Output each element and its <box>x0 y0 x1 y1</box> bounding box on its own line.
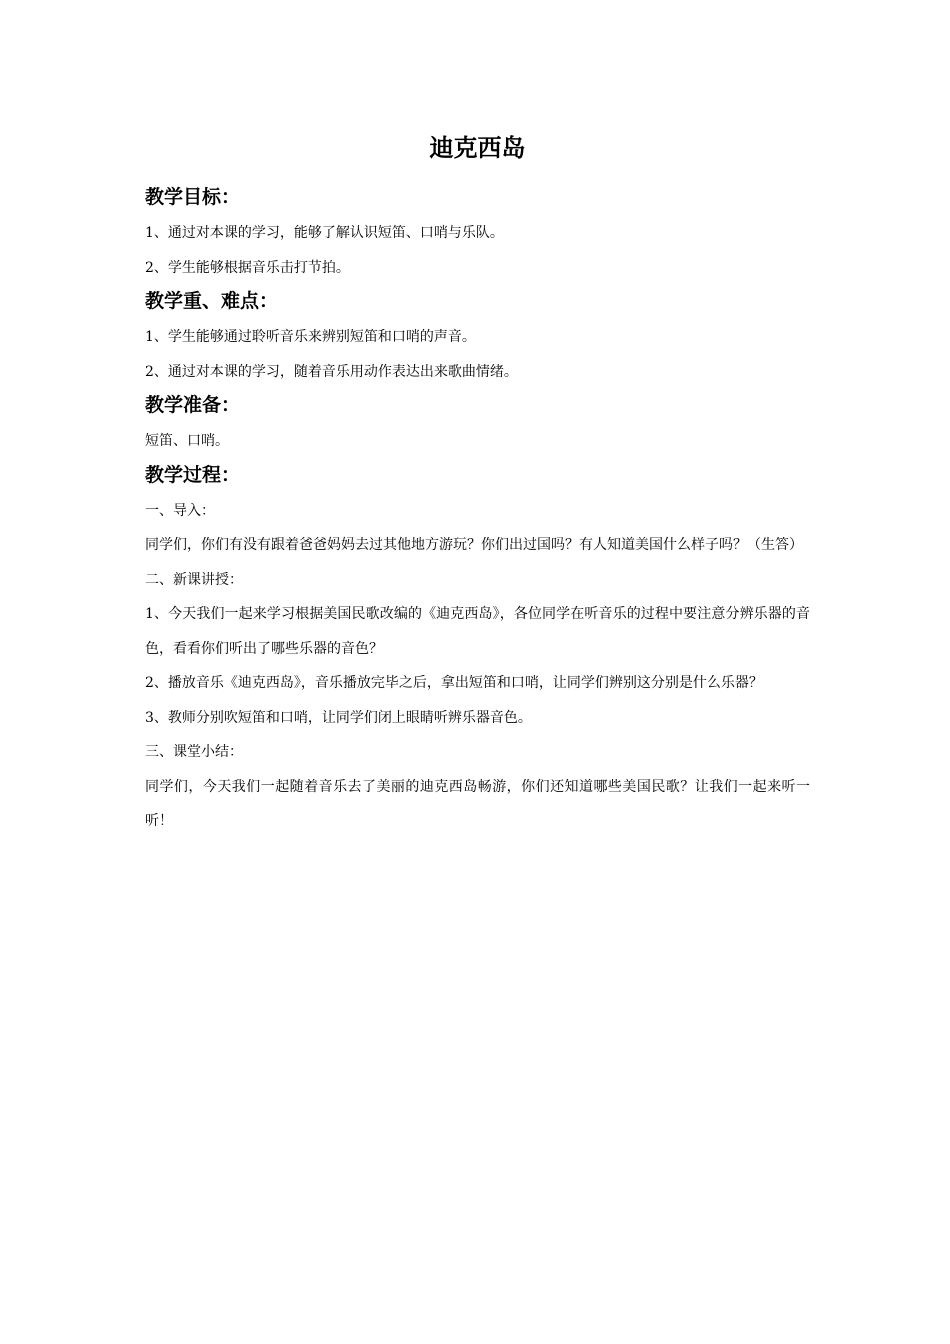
paragraph: 同学们，你们有没有跟着爸爸妈妈去过其他地方游玩？你们出过国吗？有人知道美国什么样子吗？（生答） <box>145 537 803 553</box>
paragraph: 同学们，今天我们一起随着音乐去了美丽的迪克西岛畅游，你们还知道哪些美国民歌？让我们一起来听一听！ <box>145 778 810 829</box>
section-heading: 教学过程： <box>145 463 241 486</box>
section-process <box>145 459 810 839</box>
paragraph: 1、通过对本课的学习，能够了解认识短笛、口哨与乐队。 <box>145 225 504 241</box>
section-heading: 教学重、难点： <box>145 290 279 312</box>
paragraph: 2、学生能够根据音乐击打节拍。 <box>145 259 350 276</box>
paragraph: 3、教师分别吹短笛和口哨，让同学们闭上眼睛听辨乐器音色。 <box>145 709 532 726</box>
paragraph: 三、课堂小结： <box>145 744 243 760</box>
paragraph: 2、通过对本课的学习，随着音乐用动作表达出来歌曲情绪。 <box>145 363 518 380</box>
paragraph: 2、播放音乐《迪克西岛》，音乐播放完毕之后，拿出短笛和口哨，让同学们辨别这分别是什么乐器？ <box>145 675 763 691</box>
document-title: 迪克西岛 <box>429 134 526 162</box>
paragraph: 二、新课讲授： <box>145 571 243 588</box>
section-key-points <box>145 285 810 389</box>
paragraph: 短笛、口哨。 <box>145 433 229 449</box>
section-preparation <box>145 389 810 459</box>
document-page <box>145 130 810 839</box>
section-heading: 教学准备： <box>145 394 241 416</box>
section-teaching-goals <box>145 181 810 285</box>
paragraph: 一、导入： <box>145 502 215 519</box>
section-heading: 教学目标： <box>145 186 241 208</box>
paragraph: 1、今天我们一起来学习根据美国民歌改编的《迪克西岛》，各位同学在听音乐的过程中要注意分辨乐器的音色，看看你们听出了哪些乐器的音色？ <box>145 606 810 657</box>
paragraph: 1、学生能够通过聆听音乐来辨别短笛和口哨的声音。 <box>145 329 476 345</box>
